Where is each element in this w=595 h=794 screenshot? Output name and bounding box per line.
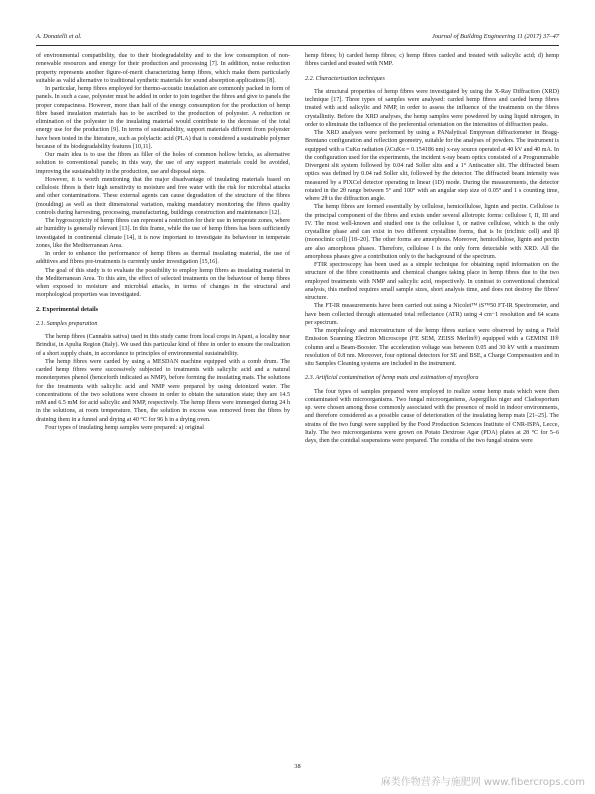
section-heading: 2. Experimental details bbox=[36, 305, 99, 313]
left-column bbox=[36, 52, 290, 432]
subsection-heading: 2.1. Samples preparation bbox=[36, 320, 98, 327]
paragraph: The hemp fibres are formed essentially by cellulose, hemicellulose, lignin and pectin. Cellulose is the principal component of the fibres and exists under several allotropic forms: cellulose I, II, III and IV. The most well-known and studied one is the cellulose I, or native cellulose, which is the only crystalline phase and can exist in two different crystalline forms, that is Iα (triclinic cell) and Iβ (monoclinic cell) [18–20]. The other forms are amorphous. Moreover, hemicellulose, lignin and pectin are also amorphous phases. Therefore, cellulose I is the only form detectable with XRD. All the amorphous phases give a contribution only to the background of the spectrum. bbox=[305, 204, 559, 260]
paragraph: The goal of this study is to evaluate the possibility to employ hemp fibres as insulating material in the Mediterranean Area. To this aim, the effect of selected treatments on the behaviour of hemp fibres when exposed to moisture and microbial attacks, in terms of changes in the structural and morphological properties was investigated. bbox=[36, 267, 290, 299]
paragraph: The XRD analyses were performed by using a PANalytical Empyrean diffractometer in Bragg-Brentano configuration and reflection geometry, suitable for the analyses of powders. The instrument is equipped with a CuKα radiation (λCuKα = 0.154186 nm) x-ray source operated at 40 kV and 40 mA. In the configuration used for the experiments, the incident x-ray beam optics consisted of a Programmable Divergent slit system followed by 0.04 rad Soller slits and a 1° Antiscatter slit. The diffracted beam optics was defined by 0.04 rad Soller slit, followed by the detector. The diffracted beam intensity was measured by a PIXCel detector operating in linear (1D) mode. During the measurements, the detector rotated in the 2θ range between 5° and 100° with an angular step size of 0.05° and 1 s counting time, where 2θ is the diffraction angle. bbox=[305, 130, 559, 202]
running-header bbox=[36, 33, 559, 45]
paragraph: The four types of samples prepared were employed to realize some hemp mats which were then contaminated with microorganisms. Two fungal microorganisms, Aspergillus niger and Cladosporium sp. were chosen among those commonly associated with the presence of mold in indoor environments, and therefore considered as a possible cause of deterioration of the insulating hemp mats [21–25]. The strains of the two fungi were supplied by the Food Production Sciences Institute of CNR-ISPA, Lecce, Italy. The two microorganisms were grown on Potato Dextrose Agar (PDA) plates at 28 °C for 5–6 days, then the conidial suspensions were prepared. The conidia of the two fungal strains were bbox=[305, 388, 559, 444]
header-journal: Journal of Building Engineering 11 (2017) 37–47 bbox=[432, 33, 559, 40]
header-authors: A. Donatelli et al. bbox=[36, 33, 82, 40]
paragraph: In particular, hemp fibres employed for thermo-acoustic insulation are commonly packed in form of panels. In such a case, polyester must be added in order to join together the fibres and give to panels the proper compactness. However, more than half of the energy consumption for the production of hemp fibre based insulation materials has to be ascribed to the production of polyester. A reduction or elimination of the polyester in the insulating material would contribute to the decrease of the total energy use for the production [9]. In terms of sustainability, support materials different from polyester have been tested in the literature, such as polylactic acid (PLA) that is considered a sustainable polymer because of its biodegradability features [10,11]. bbox=[36, 86, 290, 150]
right-column bbox=[305, 52, 559, 445]
paragraph: of environmental compatibility, due to their biodegradability and to the low consumption of non-renewable resources and energy for their production and processing [7]. In addition, noise reduction property represents another figure-of-merit characterizing hemp fibres, which make them particularly suitable as valid alternative to traditional synthetic materials for sound absorption applications [8]. bbox=[36, 53, 290, 84]
paragraph: Four types of insulating hemp samples were prepared: a) original bbox=[45, 424, 204, 431]
paragraph: In order to enhance the performance of hemp fibres as thermal insulating material, the use of additives and fibres pre-treatments is currently under investigation [15,16]. bbox=[36, 251, 290, 266]
subsection-heading: 2.2. Characterisation techniques bbox=[305, 75, 385, 82]
watermark-text: 麻类作物营养与施肥网 www.fibercrops.com bbox=[380, 777, 585, 788]
paragraph: The FT-IR measurements have been carried out using a Nicolet™ iS™50 FT-IR Spectrometer, and have been collected through attenuated total reflectance (ATR) using 4 cm−1 resolution and 64 scans per spectrum. bbox=[305, 303, 559, 326]
paragraph: The hygroscopicity of hemp fibres can represent a restriction for their use in temperate zones, where air humidity is generally relevant [13]. In this frame, while the use of hemp fibres has been sufficiently investigated in continental climate [14], it is now important to investigate its behaviour in temperate zones, like the Mediterranean Area. bbox=[36, 218, 290, 249]
paragraph: The structural properties of hemp fibres were investigated by using the X-Ray Diffraction (XRD) technique [17]. Three types of samples were analysed: carded hemp fibres and carded hemp fibres treated with acid salicylic and NMP, in order to assess the influence of the treatments on the fibres crystallinity. Before the XRD analyses, the hemp samples were powdered by using liquid nitrogen, in order to eliminate the influence of the preferential orientation on the intensities of diffraction peaks. bbox=[305, 88, 559, 128]
paragraph: However, it is worth mentioning that the major disadvantage of insulating materials based on cellulosic fibres is their high sensitivity to moisture and free water with the risk for microbial attacks and other contaminations. These external agents can cause degradation of the structure of the fibres (moulding) as well as their dimensional variation, making mandatory monitoring the fibres quality controls during harvesting, processing, manufacturing, buildings construction and maintenance [12]. bbox=[36, 176, 290, 216]
paragraph: The hemp fibres (Cannabis sativa) used in this study came from local crops in Apani, a locality near Brindisi, in Apulia Region (Italy). We used this particular kind of fibre in order to ensure the realization of a short supply chain, in accordance to principles of environmental sustainability. bbox=[36, 334, 290, 357]
header-rule bbox=[36, 45, 559, 46]
paragraph: The hemp fibres were carded by using a MESDAN machine equipped with a comb drum. The carded hemp fibres were successively subjected to treatments with salicylic acid and a natural monoterpenes phenol (henceforth indicated as NMP), before forming the insulating mats. The solutions for the treatments with salicylic acid and NMP were prepared by using deionized water. The concentrations of the two solutions were chosen in order to obtain the saturation state; they are 14.5 mM and 6.5 mM for acid salicylic and NMP, respectively. The hemp fibres were immerged during 24 h in the solutions, at room temperature. Then, the solution in excess was removed from the fibres by draining them in a funnel and drying at 40 °C for 96 h in a drying oven. bbox=[36, 358, 290, 423]
paragraph: FTIR spectroscopy has been used as a simple technique for obtaining rapid information on the structure of the fibre constituents and chemical changes taking place in hemp fibres due to the two employed treatments with NMP and salicylic acid, respectively. In contrast to conventional chemical analysis, this method requires small sample sizes, short analysis time, and does not destroy the fibres' structure. bbox=[305, 262, 559, 301]
paragraph: hemp fibres; b) carded hemp fibres; c) hemp fibres carded and treated with salicylic acid; d) hemp fibres carded and treated with NMP. bbox=[305, 53, 559, 68]
paragraph: Our main idea is to use the fibres as filler of the holes of common hollow bricks, as alternative solution to conventional panels; in this way, the use of any support materials could be avoided, improving the sustainability in the production, use and disposal steps. bbox=[36, 152, 290, 175]
page-number: 38 bbox=[294, 763, 301, 770]
subsection-heading: 2.3. Artificial contamination of hemp mats and estimation of mycoflora bbox=[305, 375, 479, 382]
paragraph: The morphology and microstructure of the hemp fibres surface were observed by using a Field Emission Scanning Electron Microscope (FE SEM, ZEISS Merlin®) equipped with a GEMINI II® column and a Beam-Booster. The acceleration voltage was between 0.05 and 30 kV with a maximum resolution of 0.8 nm. Moreover, four optional detectors for SE and BSE, a Charge Compensation and in situ Samples Cleaning systems are included in the instrument. bbox=[305, 328, 559, 367]
